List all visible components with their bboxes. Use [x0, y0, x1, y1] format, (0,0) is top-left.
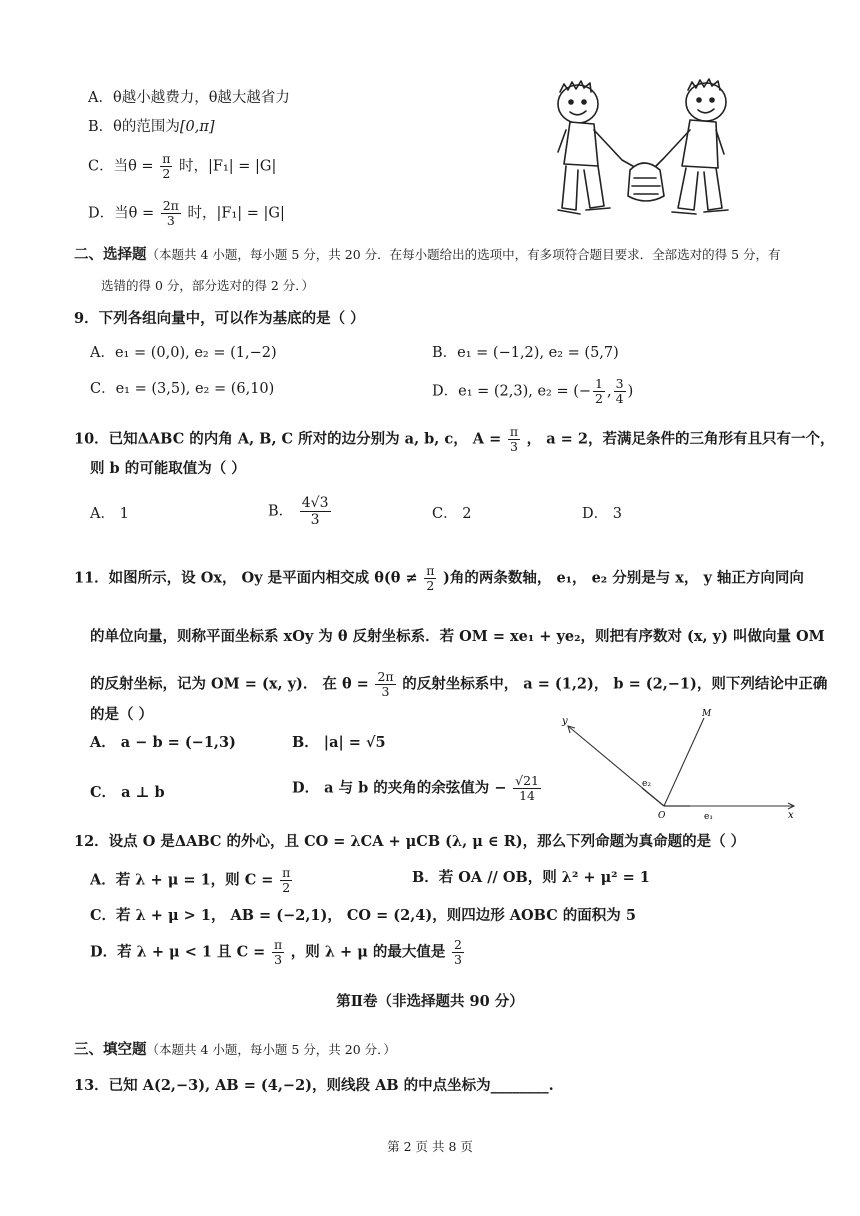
q8-option-c-post: 时，|F₁| = |G|	[179, 158, 277, 175]
x-axis-label: x	[788, 810, 794, 821]
q12-option-d-fraction-1: $\frac{\pi}{3}$	[273, 937, 283, 967]
q8-option-b-math: [0,π]	[179, 119, 215, 135]
q9-option-d-comma: ,	[607, 383, 612, 400]
section2-title: 二、选择题	[74, 246, 147, 263]
section2-header	[74, 245, 781, 265]
q11-stem-line3-fraction: $\frac{2\pi}{3}$	[377, 669, 394, 699]
q11-stem-line1	[74, 564, 804, 593]
q8-option-b-text: B．θ的范围为	[88, 119, 180, 135]
q9-option-d-fraction-2: $\frac{3}{4}$	[615, 376, 624, 406]
origin-label: O	[658, 811, 666, 821]
q11-stem-line4: 的是（ ）	[90, 706, 154, 723]
e2-vector	[642, 788, 664, 806]
om-vector-line	[664, 718, 704, 806]
q8-option-d	[88, 199, 285, 228]
e2-label: e₂	[642, 779, 651, 789]
q10-option-b-fraction: $\frac{4√3}{3}$	[301, 495, 329, 528]
q12-option-a-pre: A．若 λ + μ = 1，则 C =	[90, 871, 274, 889]
q8-option-a: A．θ越小越费力，θ越大越省力	[88, 90, 290, 106]
q10-stem-post: ， a = 2，若满足条件的三角形有且只有一个，	[526, 430, 835, 448]
section3-header	[74, 1040, 396, 1060]
q12-option-a-fraction: $\frac{\pi}{2}$	[282, 865, 291, 895]
q9-option-b: B．e₁ = (−1,2), e₂ = (5,7)	[432, 345, 619, 361]
q11-option-b: B． |a| = √5	[292, 734, 386, 751]
q10-stem	[74, 425, 834, 454]
q11-option-d-pre: D． a 与 b 的夹角的余弦值为 −	[292, 779, 507, 797]
q8-option-b	[88, 117, 215, 137]
q10-option-d: D． 3	[582, 506, 622, 522]
q11-stem-line3-pre: 的反射坐标，记为 OM = (x, y)． 在 θ =	[90, 675, 369, 693]
q8-option-c-fraction: $\frac{\pi}{2}$	[162, 151, 171, 181]
section3-instruction: （本题共 4 小题，每小题 5 分，共 20 分．）	[146, 1042, 396, 1057]
q11-option-a: A． a − b = (−1,3)	[90, 734, 236, 751]
q9-option-d-post: )	[627, 383, 634, 400]
q12-option-d	[90, 938, 466, 967]
q9-option-d	[432, 377, 633, 406]
q8-option-d-fraction: $\frac{2\pi}{3}$	[162, 198, 179, 228]
section3-title: 三、填空题	[74, 1041, 147, 1058]
q12-option-b: B．若 OA // OB，则 λ² + μ² = 1	[412, 869, 650, 886]
q11-stem-line2: 的单位向量，则称平面坐标系 xOy 为 θ 反射坐标系．若 OM = xe₁ + ye₂，则把有序数对 (x, y) 叫做向量 OM	[90, 628, 825, 645]
q9-option-c: C．e₁ = (3,5), e₂ = (6,10)	[90, 381, 275, 397]
q10-stem-line2: 则 b 的可能取值为（ ）	[90, 460, 246, 477]
q10-option-b	[268, 495, 333, 528]
section2-instruction-1: （本题共 4 小题，每小题 5 分，共 20 分．在每小题给出的选项中，有多项符合题目要求．全部选对的得 5 分，有	[146, 247, 781, 262]
q8-option-d-post: 时，|F₁| = |G|	[187, 205, 285, 222]
two-kids-carrying-bag-illustration	[548, 78, 738, 228]
q9-option-d-pre: D．e₁ = (2,3), e₂ = (−	[432, 383, 592, 400]
q8-option-d-pre: D．当θ =	[88, 205, 155, 222]
oblique-coordinate-figure	[556, 706, 802, 824]
q9-option-d-fraction-1: $\frac{1}{2}$	[595, 376, 603, 406]
q12-option-c: C．若 λ + μ > 1， AB = (−2,1)， CO = (2,4)，则四边形 AOBC 的面积为 5	[90, 907, 636, 924]
q11-stem-line1-post: )角的两条数轴， e₁， e₂ 分别是与 x， y 轴正方向同向	[443, 569, 804, 587]
q10-stem-pre: 10．已知ΔABC 的内角 A, B, C 所对的边分别为 a, b, c， A =	[74, 430, 502, 448]
q11-stem-line3	[90, 670, 827, 699]
q10-option-b-pre: B．	[268, 503, 294, 520]
q10-stem-fraction: $\frac{\pi}{3}$	[509, 424, 519, 454]
q8-option-c	[88, 152, 276, 181]
q11-option-d-fraction: $\frac{√21}{14}$	[515, 773, 539, 803]
q11-option-c: C． a ⊥ b	[90, 784, 165, 801]
q11-stem-line3-post: 的反射坐标系中， a = (1,2)， b = (2,−1)，则下列结论中正确	[402, 675, 828, 693]
e1-label: e₁	[704, 812, 713, 822]
q12-option-d-fraction-2: $\frac{2}{3}$	[454, 937, 462, 967]
point-m-label: M	[702, 709, 712, 719]
q12-stem: 12．设点 O 是ΔABC 的外心，且 CO = λCA + μCB (λ, μ ∈ R)，那么下列命题为真命题的是（ ）	[74, 833, 746, 850]
q11-stem-line1-fraction: $\frac{\pi}{2}$	[426, 563, 435, 593]
q9-stem: 9．下列各组向量中，可以作为基底的是（ ）	[74, 310, 365, 327]
section2-instruction-2: 选错的得 0 分，部分选对的得 2 分．）	[101, 278, 315, 293]
q10-option-a: A． 1	[90, 506, 129, 522]
q12-option-d-mid: ，则 λ + μ 的最大值是	[290, 943, 446, 961]
y-axis-label: y	[562, 716, 568, 727]
part2-title: 第Ⅱ卷（非选择题共 90 分）	[336, 993, 524, 1010]
page-footer: 第 2 页 共 8 页	[387, 1139, 473, 1154]
q13-stem: 13．已知 A(2,−3), AB = (4,−2)，则线段 AB 的中点坐标为________.	[74, 1077, 554, 1094]
q12-option-a	[90, 866, 294, 895]
q9-option-a: A．e₁ = (0,0), e₂ = (1,−2)	[90, 345, 277, 361]
q11-stem-line1-pre: 11．如图所示，设 Ox， Oy 是平面内相交成 θ(θ ≠	[74, 569, 418, 587]
q8-option-c-pre: C．当θ =	[88, 158, 154, 175]
q12-option-d-pre: D．若 λ + μ < 1 且 C =	[90, 943, 266, 961]
q10-option-c: C． 2	[432, 506, 472, 522]
q11-option-d	[292, 774, 543, 803]
